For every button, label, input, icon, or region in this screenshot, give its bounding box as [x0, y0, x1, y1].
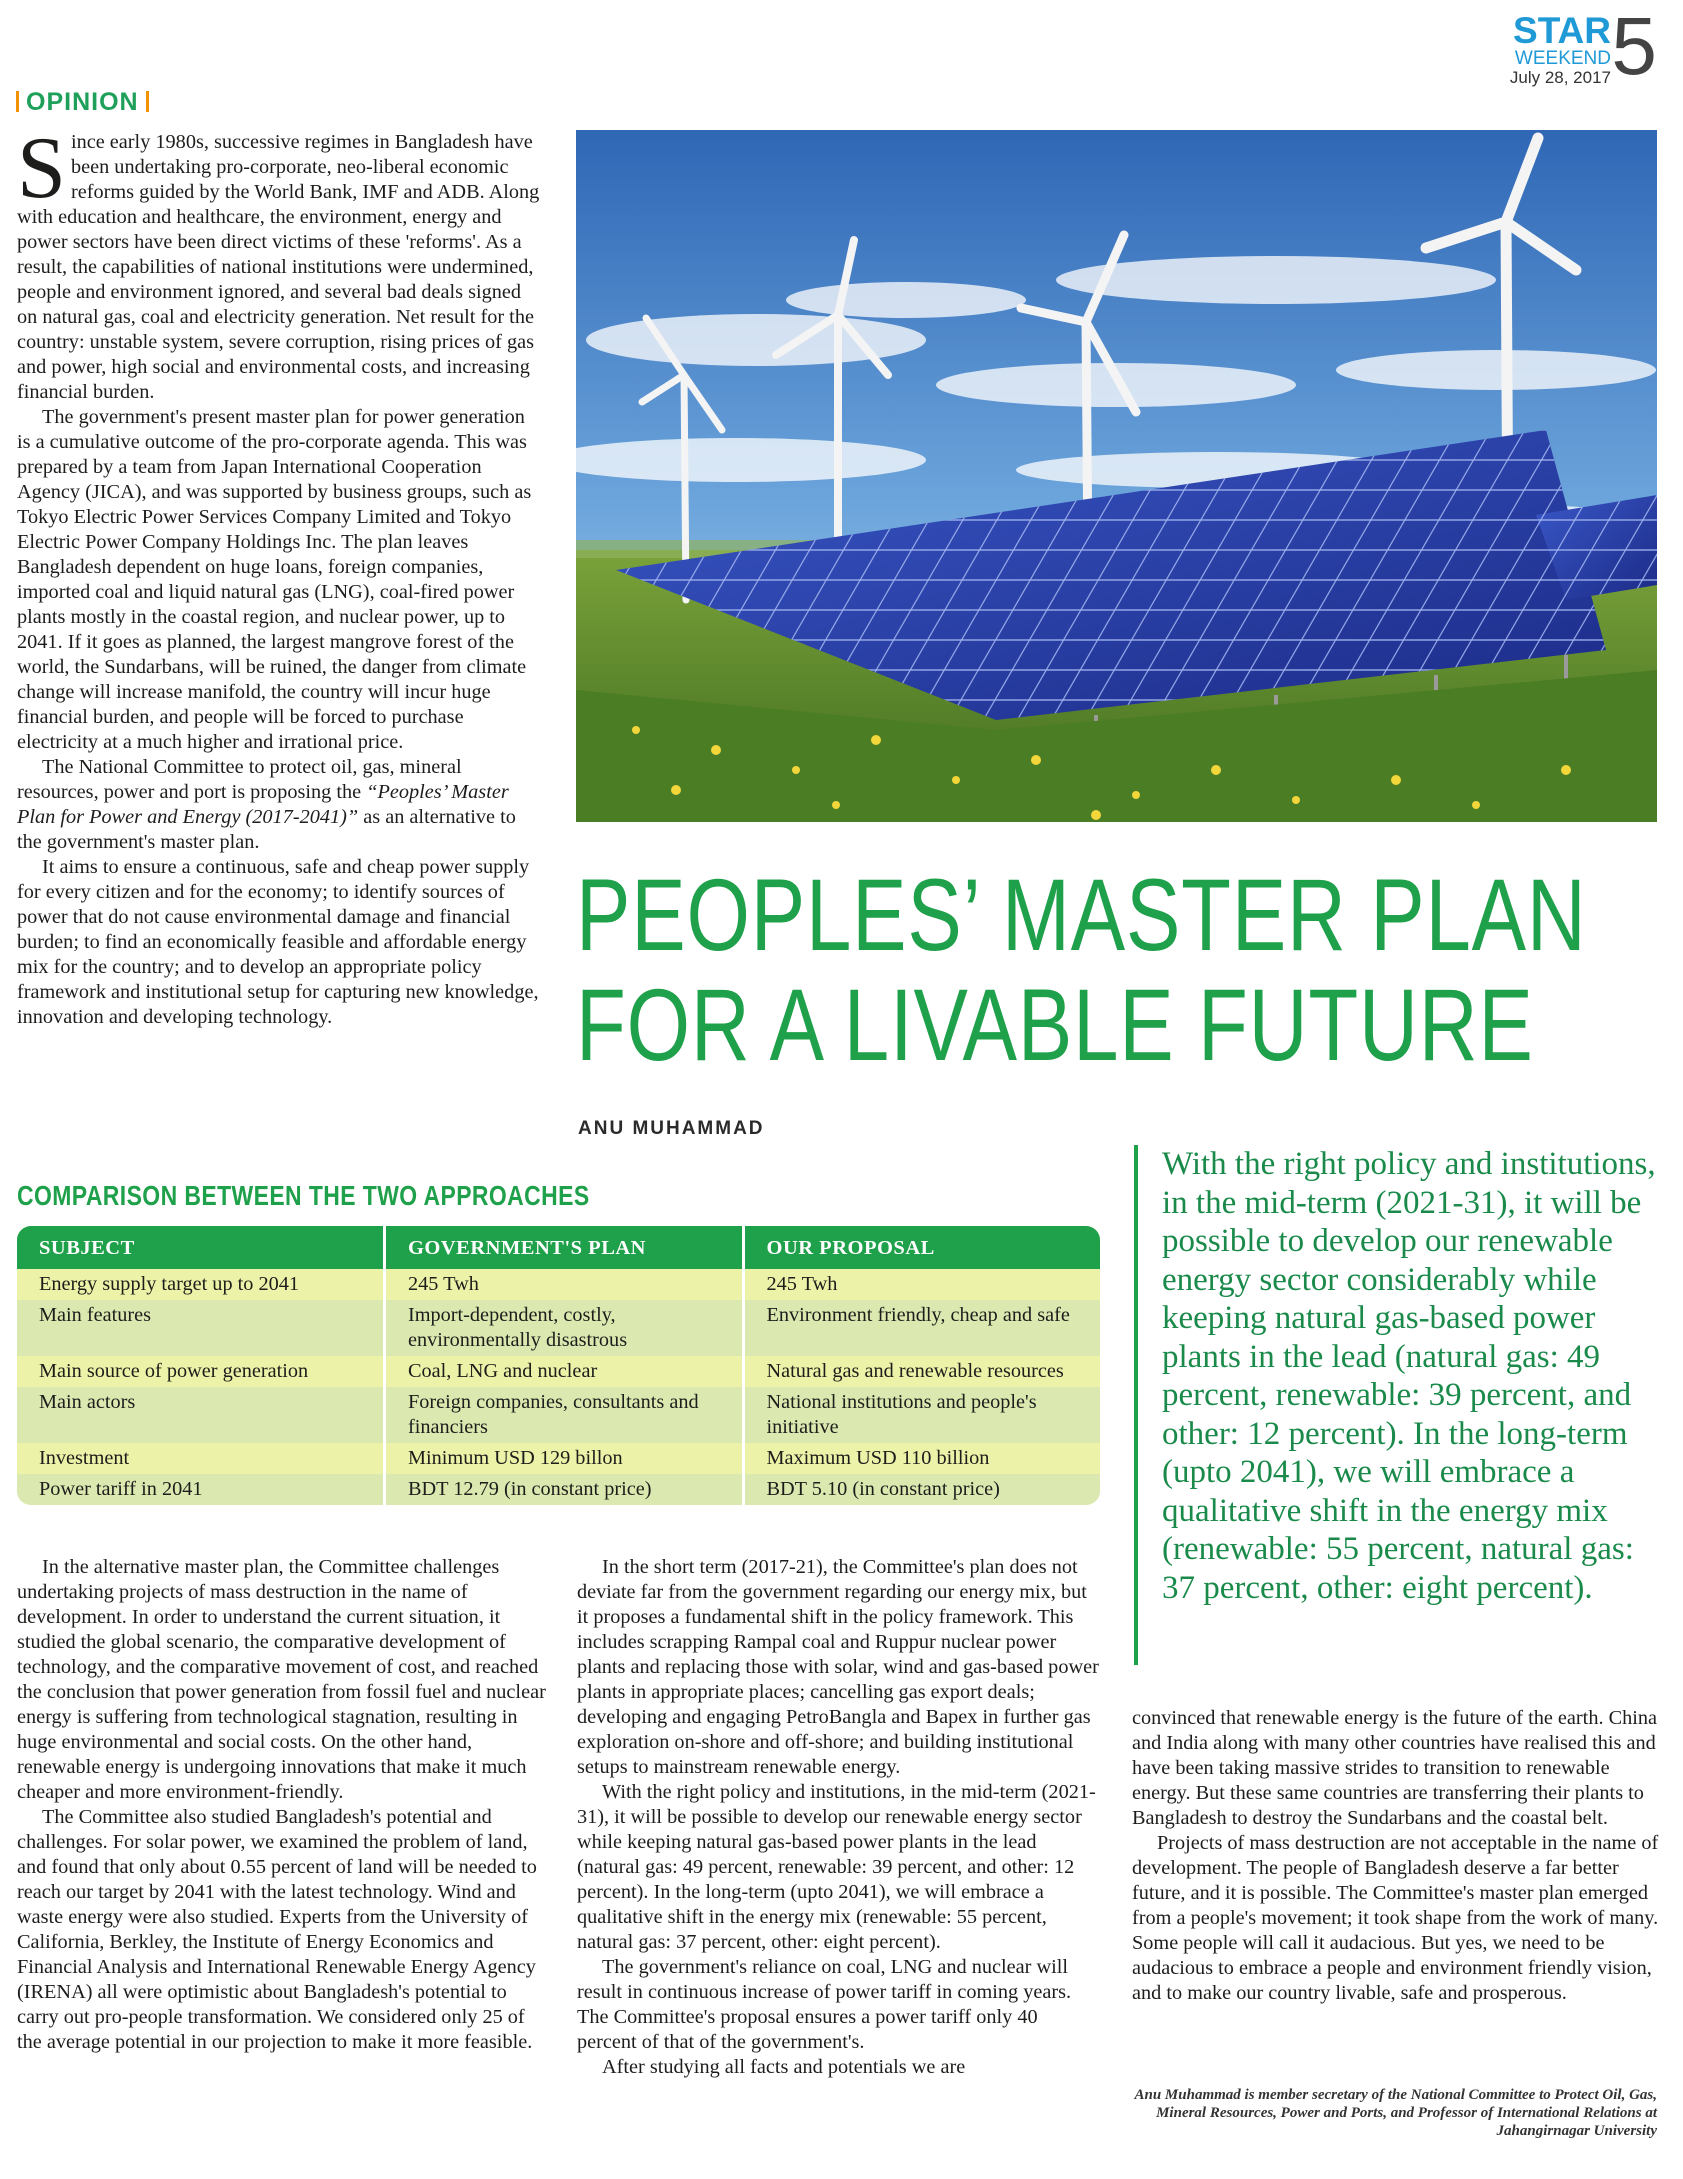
table-row [17, 1474, 1100, 1505]
body-paragraph: In the alternative master plan, the Committee challenges undertaking projects of mass destruction in the name of development. In order to understand the current situation, it studied the global scenario, the comparative development of technology, and the comparative movement of cost, and reached the conclusion that power generation from fossil fuel and nuclear energy is suffering from technological stagnation, resulting in huge environmental and social costs. On the other hand, renewable energy is undergoing innovations that make it much cheaper and more environment-friendly. [17, 1556, 546, 1803]
byline: ANU MUHAMMAD [578, 1118, 765, 1139]
table-row [17, 1269, 1100, 1300]
cell-government: 245 Twh [384, 1269, 743, 1300]
drop-cap: S [17, 120, 66, 217]
intro-paragraph-4: It aims to ensure a continuous, safe and cheap power supply for every citizen and for the economy; to identify sources of power that do not cause environmental damage and financial burden; to find an economically feasible and affordable energy mix for the country; and to develop an appropriate policy framework and institutional setup for capturing new knowledge, innovation and developing technology. [17, 856, 539, 1028]
cell-proposal: National institutions and people's initiative [743, 1387, 1100, 1443]
label-bar-right [146, 91, 149, 112]
headline-line-1: PEOPLES’ MASTER PLAN [576, 858, 1587, 972]
body-paragraph: convinced that renewable energy is the future of the earth. China and India along with many other countries have realised this and have been taking massive strides to transition to renewable energy. But these same countries are transferring their plants to Bangladesh to destroy the Sundarbans and the coastal belt. [1132, 1707, 1658, 1829]
header-our-proposal: OUR PROPOSAL [743, 1226, 1100, 1269]
masthead-brand: STAR [1513, 10, 1611, 51]
issue-date: July 28, 2017 [1509, 68, 1611, 87]
hero-illustration [576, 130, 1657, 822]
body-column-3 [1132, 1706, 1659, 2006]
cell-government: Minimum USD 129 billon [384, 1443, 743, 1474]
pull-quote: With the right policy and institutions, in the mid-term (2021-31), it will be possible to develop our renewable energy sector considerably while keeping natural gas-based power plants in the lead (natural gas: 49 percent, renewable: 39 percent, and other: 12 percent). In the long-term (upto 2041), we will embrace a qualitative shift in the energy mix (renewable: 55 percent, natural gas: 37 percent, other: eight percent). [1134, 1145, 1664, 1665]
cell-subject: Power tariff in 2041 [17, 1474, 384, 1505]
cell-subject: Main features [17, 1300, 384, 1356]
intro-p3-before: The National Committee to protect oil, gas, mineral resources, power and port is proposing the [17, 756, 462, 803]
cell-proposal: Environment friendly, cheap and safe [743, 1300, 1100, 1356]
comparison-grid [17, 1226, 1100, 1505]
intro-p3-after: as an alternative to the government's master plan. [17, 806, 516, 853]
cell-subject: Investment [17, 1443, 384, 1474]
header-subject: SUBJECT [17, 1226, 384, 1269]
section-label [16, 88, 156, 117]
headline [576, 858, 1587, 1082]
cell-proposal: Natural gas and renewable resources [743, 1356, 1100, 1387]
cell-government: Coal, LNG and nuclear [384, 1356, 743, 1387]
hero-photo-wind-solar [576, 130, 1657, 822]
table-row [17, 1443, 1100, 1474]
comparison-title: COMPARISON BETWEEN THE TWO APPROACHES [17, 1180, 590, 1211]
body-column-2 [577, 1555, 1102, 2080]
cell-proposal: 245 Twh [743, 1269, 1100, 1300]
masthead-edition: WEEKEND [1514, 48, 1611, 69]
intro-p1-text: ince early 1980s, successive regimes in Bangladesh have been undertaking pro-corporate, neo-liberal economic reforms guided by the World Bank, IMF and ADB. Along with education and healthcare, the environment, energy and power sectors have been direct victims of these 'reforms'. As a result, the capabilities of national institutions were undermined, people and environment ignored, and several bad deals signed on natural gas, coal and electricity generation. Net result for the country: unstable system, severe corruption, rising prices of gas and power, high social and environmental costs, and increasing financial burden. [17, 131, 540, 403]
plan-title-italic: “Peoples’ Master Plan for Power and Energy (2017-2041)” [17, 781, 509, 828]
cell-subject: Main source of power generation [17, 1356, 384, 1387]
cell-subject: Main actors [17, 1387, 384, 1443]
intro-paragraph-2: The government's present master plan for power generation is a cumulative outcome of the pro-corporate agenda. This was prepared by a team from Japan International Cooperation Agency (JICA), and was supported by business groups, such as Tokyo Electric Power Services Company Limited and Tokyo Electric Power Company Holdings Inc. The plan leaves Bangladesh dependent on huge loans, foreign companies, imported coal and liquid natural gas (LNG), coal-fired power plants mostly in the coastal region, and nuclear power, up to 2041. If it goes as planned, the largest mangrove forest of the world, the Sundarbans, will be ruined, the danger from climate change will increase manifold, the country will incur huge financial burden, and people will be forced to purchase electricity at a much higher and irrational price. [17, 406, 532, 753]
author-bio: Anu Muhammad is member secretary of the National Committee to Protect Oil, Gas, Mineral Resources, Power and Ports, and Professor of International Relations at Jahangirnagar University [1134, 2087, 1657, 2139]
body-paragraph: Projects of mass destruction are not acceptable in the name of development. The people of Bangladesh deserve a far better future, and it is possible. The Committee's master plan emerged from a people's movement; it took shape from the work of many. Some people will call it audacious. But yes, we need to be audacious to embrace a people and environment friendly vision, and to make our country livable, safe and prosperous. [1132, 1832, 1659, 2004]
body-paragraph: The Committee also studied Bangladesh's potential and challenges. For solar power, we examined the problem of land, and found that only about 0.55 percent of land will be needed to reach our target by 2041 with the latest technology. Wind and waste energy were also studied. Experts from the University of California, Berkley, the Institute of Energy Economics and Financial Analysis and International Renewable Energy Agency (IRENA) all were optimistic about Bangladesh's potential to carry out pro-people transformation. We considered only 25 of the average potential in our projection to make it more feasible. [17, 1806, 537, 2053]
intro-paragraph-3 [17, 755, 542, 855]
header-government-plan: GOVERNMENT'S PLAN [384, 1226, 743, 1269]
comparison-table [17, 1226, 1100, 1505]
table-header-row [17, 1226, 1100, 1269]
cell-government: Import-dependent, costly, environmentally disastrous [384, 1300, 743, 1356]
cell-proposal: BDT 5.10 (in constant price) [743, 1474, 1100, 1505]
intro-column [17, 120, 542, 1030]
body-paragraph: In the short term (2017-21), the Committee's plan does not deviate far from the government regarding our energy mix, but it proposes a fundamental shift in the policy framework. This includes scrapping Rampal coal and Ruppur nuclear power plants and replacing those with solar, wind and gas-based power plants in appropriate places; cancelling gas export deals; developing and engaging PetroBangla and Bapex in further gas exploration on-shore and off-shore; and building institutional setups to mainstream renewable energy. [577, 1556, 1099, 1778]
table-row [17, 1387, 1100, 1443]
body-column-1 [17, 1555, 547, 2055]
section-label-text: OPINION [26, 88, 139, 116]
table-row [17, 1300, 1100, 1356]
cell-subject: Energy supply target up to 2041 [17, 1269, 384, 1300]
label-bar-left [16, 91, 19, 112]
cell-government: BDT 12.79 (in constant price) [384, 1474, 743, 1505]
cell-proposal: Maximum USD 110 billion [743, 1443, 1100, 1474]
headline-line-2: FOR A LIVABLE FUTURE [576, 968, 1534, 1082]
body-paragraph: The government's reliance on coal, LNG and nuclear will result in continuous increase of power tariff in coming years. The Committee's proposal ensures a power tariff only 40 percent of that of the government's. [577, 1956, 1072, 2053]
body-paragraph: With the right policy and institutions, in the mid-term (2021-31), it will be possible to develop our renewable energy sector while keeping natural gas-based power plants in the lead (natural gas: 49 percent, renewable: 39 percent, and other: 12 percent). In the long-term (upto 2041), we will embrace a qualitative shift in the energy mix (renewable: 55 percent, natural gas: 37 percent, other: eight percent). [577, 1781, 1096, 1953]
cell-government: Foreign companies, consultants and financiers [384, 1387, 743, 1443]
body-paragraph: After studying all facts and potentials we are [602, 2056, 966, 2078]
page-number: 5 [1611, 1, 1657, 92]
intro-paragraph-1 [17, 120, 542, 405]
table-row [17, 1356, 1100, 1387]
masthead [1457, 1, 1657, 92]
